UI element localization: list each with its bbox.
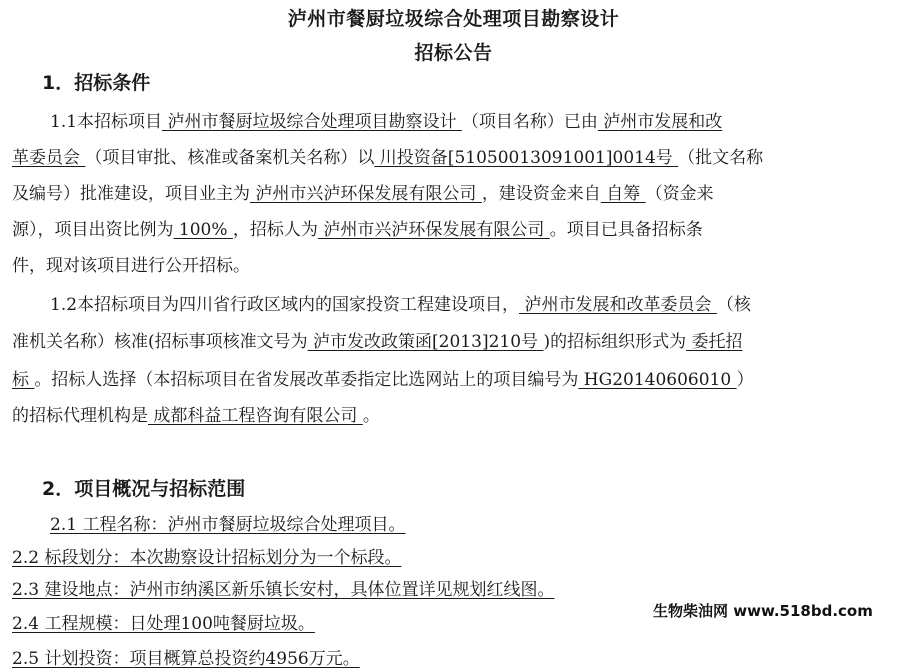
text: 及编号）批准建设，项目业主为	[12, 184, 250, 204]
watermark: 生物柴油网 www.518bd.com	[653, 602, 873, 620]
tenderer-field: 泸州市兴泸环保发展有限公司	[317, 220, 550, 240]
list-item: 2.4 工程规模：日处理100吨餐厨垃圾。	[12, 614, 315, 634]
para-1-1-line4	[12, 215, 703, 240]
list-item: 2.2 标段划分：本次勘察设计招标划分为一个标段。	[12, 548, 402, 568]
text: 件，现对该项目进行公开招标。	[12, 256, 250, 276]
approval-number-field: 泸市发改政策函[2013]210号	[307, 332, 544, 352]
text: 1.1本招标项目	[50, 112, 163, 132]
para-1-2-line4	[12, 401, 380, 426]
text: （项目名称）已由	[461, 112, 598, 132]
list-item: 2.1 工程名称：泸州市餐厨垃圾综合处理项目。	[50, 515, 406, 535]
text: ，招标人为	[232, 220, 318, 240]
text: ）	[736, 370, 754, 390]
text: )的招标组织形式为	[543, 332, 687, 352]
document-number-field: 川投资备[51050013091001]0014号	[374, 148, 679, 168]
agency-field: 成都科益工程咨询有限公司	[148, 406, 363, 426]
approver-field: 泸州市发展和改	[597, 112, 723, 132]
project-name-field: 泸州市餐厨垃圾综合处理项目勘察设计	[162, 112, 462, 132]
text: 准机关名称）核准(招标事项核准文号为	[12, 332, 308, 352]
para-1-1-line2	[12, 143, 763, 168]
text: 源），项目出资比例为	[12, 220, 174, 240]
ratio-field: 100%	[173, 220, 233, 240]
section2-heading: 2．项目概况与招标范围	[42, 478, 246, 500]
text: 1.2本招标项目为四川省行政区域内的国家投资工程建设项目，	[50, 295, 520, 315]
text: （资金来	[645, 184, 714, 204]
text: 的招标代理机构是	[12, 406, 148, 426]
text: （核	[716, 295, 751, 315]
document-title: 泸州市餐厨垃圾综合处理项目勘察设计	[287, 8, 620, 30]
tender-form-field: 标	[12, 370, 35, 390]
text: 。项目已具备招标条	[549, 220, 703, 240]
list-item: 2.3 建设地点：泸州市纳溪区新乐镇长安村，具体位置详见规划红线图。	[12, 580, 555, 600]
para-1-1-line3	[12, 179, 714, 204]
text: ，建设资金来自	[481, 184, 601, 204]
para-1-1-line1	[50, 107, 722, 132]
owner-field: 泸州市兴泸环保发展有限公司	[250, 184, 482, 204]
para-1-2-line1	[50, 290, 751, 315]
section1-heading: 1．招标条件	[42, 72, 151, 94]
para-1-2-line3	[12, 365, 754, 390]
text: 。	[362, 406, 380, 426]
list-item: 2.5 计划投资：项目概算总投资约4956万元。	[12, 649, 360, 669]
para-1-2-line2	[12, 327, 742, 352]
document-subtitle: 招标公告	[414, 42, 493, 64]
para-1-1-line5	[12, 251, 250, 276]
approver-field: 革委员会	[12, 148, 86, 168]
text: （项目审批、核准或备案机关名称）以	[85, 148, 375, 168]
tender-form-field: 委托招	[686, 332, 743, 352]
authority-field: 泸州市发展和改革委员会	[519, 295, 717, 315]
text: 。招标人选择（本招标项目在省发展改革委指定比选网站上的项目编号为	[34, 370, 579, 390]
text: （批文名称	[678, 148, 764, 168]
fund-source-field: 自筹	[600, 184, 646, 204]
project-number-field: HG20140606010	[578, 370, 737, 390]
